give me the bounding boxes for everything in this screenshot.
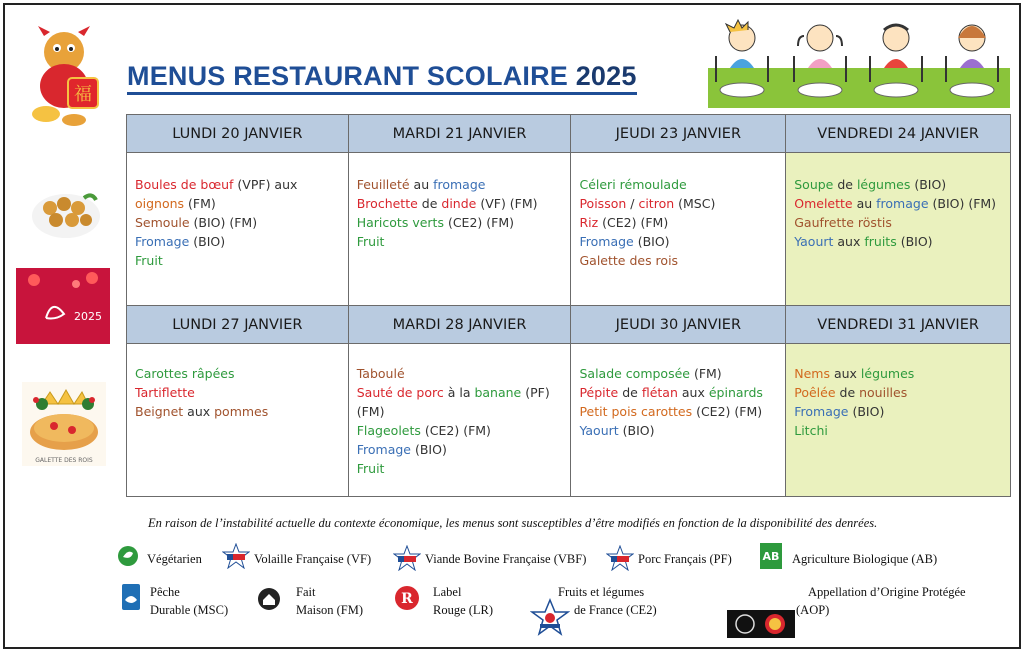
legend-pf: Porc Français (PF) xyxy=(638,552,732,566)
galette-caption: GALETTE DES ROIS xyxy=(35,457,93,464)
legend-aop-abbr: (AOP) xyxy=(796,603,830,617)
connector: de xyxy=(417,196,442,211)
menu-line xyxy=(794,421,1004,440)
nuggets-plate-icon xyxy=(30,182,102,244)
label-tag: (BIO) xyxy=(896,234,933,249)
dish: Feuilleté xyxy=(356,177,410,192)
dish: flétan xyxy=(641,385,678,400)
legend-vf: Volaille Française (VF) xyxy=(254,552,372,566)
label-tag: (BIO) xyxy=(189,234,226,249)
week2-menu-row xyxy=(127,344,1011,497)
title-main: MENUS RESTAURANT SCOLAIRE xyxy=(127,61,569,91)
menu-line xyxy=(579,383,779,402)
dish: épinards xyxy=(708,385,763,400)
label-tag: (BIO) xyxy=(633,234,670,249)
label-tag: (VF) (FM) xyxy=(476,196,538,211)
menu-line xyxy=(135,175,342,194)
connector: au xyxy=(409,177,434,192)
menu-line xyxy=(135,194,342,213)
menu-table xyxy=(126,114,1011,497)
menu-line xyxy=(357,421,565,440)
label-tag: (VPF) aux xyxy=(233,177,298,192)
aop-logo-icon xyxy=(727,610,795,638)
dish: Fruit xyxy=(135,253,163,268)
dish: nouilles xyxy=(859,385,908,400)
dish: Fruit xyxy=(356,461,385,476)
dish: Carottes râpées xyxy=(135,366,235,381)
menu-line xyxy=(357,364,565,383)
dish: Nems xyxy=(794,366,830,381)
menu-cell-friday-31 xyxy=(786,344,1011,497)
legend-vbf: Viande Bovine Française (VBF) xyxy=(425,552,587,566)
dragon-mascot-icon xyxy=(24,22,108,130)
dish: Haricots verts xyxy=(356,215,444,230)
label-tag: (CE2) (FM) xyxy=(692,404,763,419)
connector: aux xyxy=(677,385,709,400)
menu-line xyxy=(794,213,1004,232)
menu-cell-monday-27 xyxy=(127,344,349,497)
menu-cell-thursday-30 xyxy=(571,344,786,497)
dish: Poisson xyxy=(579,196,627,211)
dish: Poêlée xyxy=(794,385,836,400)
legend-msc-line2: Durable (MSC) xyxy=(150,603,229,617)
menu-line xyxy=(794,232,1004,251)
menu-cell-monday-20 xyxy=(127,153,349,306)
legend-lr-line2: Rouge (LR) xyxy=(433,603,494,617)
menu-line xyxy=(579,232,779,251)
porc-francais-icon xyxy=(606,545,634,571)
dish: Brochette xyxy=(356,196,418,211)
disclaimer-note: En raison de l’instabilité actuelle du contexte économique, les menus sont susceptibles d’être modifiés en fonction de la disponibilité des denrées. xyxy=(148,516,878,530)
legend-fm xyxy=(296,583,363,619)
menu-line xyxy=(794,194,1004,213)
label-tag: (BIO) xyxy=(618,423,655,438)
agriculture-biologique-icon xyxy=(760,543,782,569)
legend-ce2-line2: de France (CE2) xyxy=(574,603,657,617)
legend-ce2-line1: Fruits et légumes xyxy=(558,585,645,599)
dish: légumes xyxy=(860,366,915,381)
dish: Fromage xyxy=(579,234,634,249)
legend-fm-line1: Fait xyxy=(296,585,316,599)
label-tag: (FM) xyxy=(356,404,385,419)
ab-icon-text: AB xyxy=(762,550,780,563)
label-rouge-letter: R xyxy=(401,591,413,607)
menu-line xyxy=(357,402,565,421)
label-tag: (CE2) (FM) xyxy=(420,423,491,438)
label-tag: (BIO) (FM) xyxy=(928,196,997,211)
menu-line xyxy=(579,175,779,194)
menu-line xyxy=(579,213,779,232)
week1-menu-row xyxy=(127,153,1011,306)
label-tag: (FM) xyxy=(184,196,216,211)
dish: Fromage xyxy=(794,404,849,419)
dish: Omelette xyxy=(794,196,853,211)
label-tag: (BIO) (FM) xyxy=(189,215,258,230)
dish: dinde xyxy=(441,196,477,211)
volaille-francaise-icon xyxy=(222,543,250,569)
dish: Beignet xyxy=(135,404,184,419)
dish: Céleri rémoulade xyxy=(579,177,687,192)
label-tag: (BIO) xyxy=(910,177,947,192)
dish: fromage xyxy=(876,196,929,211)
day-header: MARDI 28 JANVIER xyxy=(348,306,571,344)
dish: Semoule xyxy=(135,215,190,230)
dish: Soupe xyxy=(794,177,834,192)
menu-cell-thursday-23 xyxy=(571,153,786,306)
connector: aux xyxy=(183,404,215,419)
label-tag: (BIO) xyxy=(848,404,885,419)
connector: / xyxy=(626,196,639,211)
menu-line xyxy=(579,402,779,421)
vegetarian-icon xyxy=(117,545,139,567)
menu-line xyxy=(794,175,1004,194)
connector: de xyxy=(835,385,860,400)
dish: Petit pois carottes xyxy=(579,404,693,419)
week1-header-row xyxy=(127,115,1011,153)
menu-line xyxy=(357,213,565,232)
dish: oignons xyxy=(135,196,185,211)
menu-line xyxy=(579,251,779,270)
menu-line xyxy=(135,402,342,421)
page-title xyxy=(127,60,637,95)
day-header: JEUDI 30 JANVIER xyxy=(571,306,786,344)
menu-line xyxy=(357,383,565,402)
day-header: LUNDI 20 JANVIER xyxy=(127,115,349,153)
legend-vegetarian: Végétarien xyxy=(147,552,202,566)
legend-msc-line1: Pêche xyxy=(150,585,180,599)
dish: citron xyxy=(638,196,675,211)
menu-line xyxy=(579,364,779,383)
legend-fm-line2: Maison (FM) xyxy=(296,603,364,617)
menu-line xyxy=(357,440,565,459)
dish: légumes xyxy=(856,177,911,192)
menu-line xyxy=(135,383,342,402)
dish: pommes xyxy=(214,404,269,419)
menu-line xyxy=(135,251,342,270)
dish: fruits xyxy=(864,234,897,249)
label-tag: (BIO) xyxy=(411,442,447,457)
label-tag: (FM) xyxy=(689,366,722,381)
dish: Fromage xyxy=(135,234,190,249)
menu-line xyxy=(794,402,1004,421)
day-header: VENDREDI 31 JANVIER xyxy=(786,306,1011,344)
menu-line xyxy=(357,175,565,194)
dragon-fu-char: 福 xyxy=(74,84,92,105)
legend-msc xyxy=(150,583,228,619)
menu-cell-tuesday-21 xyxy=(348,153,571,306)
legend-lr xyxy=(433,583,493,619)
menu-cell-tuesday-28 xyxy=(348,344,571,497)
peche-durable-msc-icon xyxy=(122,584,140,610)
dish: banane xyxy=(474,385,522,400)
dish: Flageolets xyxy=(356,423,421,438)
menu-line xyxy=(357,194,565,213)
menu-line xyxy=(135,364,342,383)
day-header: VENDREDI 24 JANVIER xyxy=(786,115,1011,153)
dish: Galette des rois xyxy=(579,253,679,268)
menu-line xyxy=(794,364,1004,383)
label-tag: (PF) xyxy=(521,385,550,400)
connector: de xyxy=(833,177,857,192)
connector: à la xyxy=(443,385,475,400)
dish: Gaufrette röstis xyxy=(794,215,892,230)
day-header: MARDI 21 JANVIER xyxy=(348,115,571,153)
dish: Boules de bœuf xyxy=(135,177,234,192)
dish: Litchi xyxy=(794,423,828,438)
label-tag: (CE2) (FM) xyxy=(598,215,669,230)
menu-cell-friday-24 xyxy=(786,153,1011,306)
dish: Riz xyxy=(579,215,599,230)
dish: Fromage xyxy=(356,442,411,457)
legend-ab: Agriculture Biologique (AB) xyxy=(792,552,938,566)
dish: Pépite xyxy=(579,385,619,400)
week2-header-row xyxy=(127,306,1011,344)
legend-aop-title: Appellation d’Origine Protégée xyxy=(808,585,966,599)
menu-line xyxy=(357,232,565,251)
dish: Fruit xyxy=(356,234,385,249)
day-header: JEUDI 23 JANVIER xyxy=(571,115,786,153)
title-year: 2025 xyxy=(575,61,637,91)
viande-bovine-francaise-icon xyxy=(393,545,421,571)
fait-maison-icon xyxy=(257,587,281,611)
dish: Salade composée xyxy=(579,366,690,381)
dish: Sauté de porc xyxy=(356,385,444,400)
connector: aux xyxy=(829,366,861,381)
menu-line xyxy=(357,459,565,478)
menu-line xyxy=(135,232,342,251)
legend-ce2 xyxy=(558,583,657,619)
connector: de xyxy=(618,385,642,400)
new-year-label: 2025 xyxy=(74,310,102,323)
menu-line xyxy=(579,421,779,440)
menu-line xyxy=(579,194,779,213)
dish: Yaourt xyxy=(579,423,619,438)
galette-des-rois-icon xyxy=(22,382,106,466)
legend-lr-line1: Label xyxy=(433,585,462,599)
label-rouge-icon xyxy=(394,585,420,611)
menu-line xyxy=(794,383,1004,402)
dish: Tartiflette xyxy=(135,385,195,400)
dish: Yaourt xyxy=(794,234,834,249)
chinese-new-year-card-icon xyxy=(16,268,110,344)
dish: Taboulé xyxy=(356,366,405,381)
kids-at-table-icon xyxy=(708,16,1010,108)
dish: fromage xyxy=(433,177,486,192)
menu-line xyxy=(135,213,342,232)
connector: au xyxy=(852,196,877,211)
label-tag: (MSC) xyxy=(674,196,716,211)
day-header: LUNDI 27 JANVIER xyxy=(127,306,349,344)
label-tag: (CE2) (FM) xyxy=(443,215,514,230)
connector: aux xyxy=(833,234,865,249)
